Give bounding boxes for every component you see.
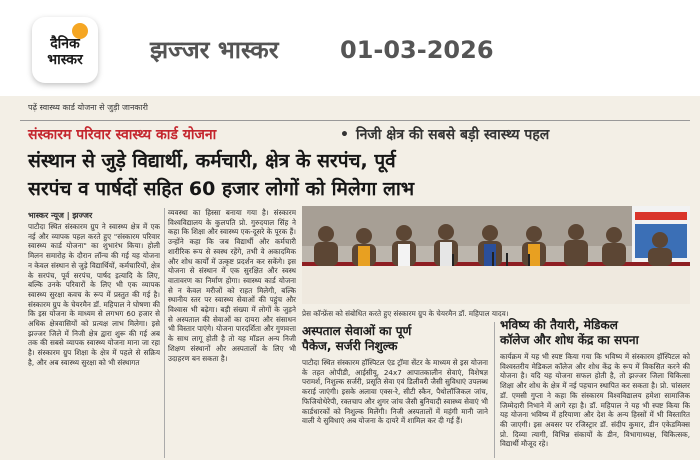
subheading-future-2: कॉलेज और शोध केंद्र का सपना — [500, 333, 639, 347]
press-conference-photo — [302, 206, 690, 304]
header-bar — [0, 0, 700, 96]
dainik-bhaskar-logo — [32, 17, 98, 83]
previous-article-fragment: पढ़ें स्वास्थ्य कार्ड योजना से जुड़ी जानकारी — [28, 103, 148, 112]
photo-caption: प्रेस कॉन्फ्रेंस को संबोधित करते हुए संस्कारम ग्रुप के चेयरमैन डॉ. महिपाल यादव। — [302, 309, 509, 318]
article-column-1: पाटौदा स्थित संस्कारम ग्रुप ने स्वास्थ्य क्षेत्र में एक नई और व्यापक पहल करते हुए "संस्कारम परिवार स्वास्थ्य कार्ड योजना" का शुभारंभ किया। होली मिलन समारोह के दौरान लॉन्च की गई यह योजना न केवल संस्थान से जुड़े विद्यार्थियों, कर्मचारियों, क्षेत्र के सरपंच, पूर्व सरपंच, पार्षद इत्यादि के लिए, बल्कि उनके परिवारों के लिए भी एक व्यापक स्वास्थ्य सुरक्षा कवच के रूप में प्रस्तुत की गई है। संस्कारम ग्रुप के चेयरमैन डॉ. महिपाल ने घोषणा की कि इस योजना के माध्यम से लगभग 60 हजार से अधिक क्षेत्रवासियों को प्रत्यक्ष लाभ मिलेगा। इसे झज्जर जिले में निजी क्षेत्र द्वारा शुरू की गई अब तक की सबसे व्यापक स्वास्थ्य योजना माना जा रहा है। संस्कारम ग्रुप शिक्षा के क्षेत्र में पहले से सक्रिय है, और अब स्वास्थ्य सुरक्षा को भी संस्थागत — [28, 222, 160, 367]
article-column-2: व्यवस्था का हिस्सा बनाया गया है। संस्कारम विश्वविद्यालय के कुलपति प्रो. गुरुदयाल सिंह ने कहा कि शिक्षा और स्वास्थ्य एक-दूसरे के पूरक हैं। उन्होंने कहा कि जब विद्यार्थी और कर्मचारी शारीरिक रूप से स्वस्थ रहेंगे, तभी वे अकादमिक और शोध कार्यों में उत्कृष्ट प्रदर्शन कर सकेंगे। इस योजना से संस्थान में एक सुरक्षित और स्वस्थ वातावरण का निर्माण होगा। स्वास्थ्य कार्ड योजना से न केवल मरीजों को राहत मिलेगी, बल्कि स्थानीय स्तर पर स्वास्थ्य सेवाओं की पहुंच और विश्वास भी बढ़ेगा। बड़ी संख्या में लोगों के जुड़ने से अस्पताल की सेवाओं का दायरा और संसाधन भी विस्तार पाएंगे। योजना पारदर्शिता और गुणवत्ता के साथ लागू होती है तो यह मॉडल अन्य निजी शिक्षण संस्थानों और अस्पतालों के लिए भी उदाहरण बन सकता है। — [168, 208, 296, 363]
edition-date: 01-03-2026 — [340, 36, 494, 64]
column-divider — [494, 322, 495, 458]
article-column-3: पाटौदा स्थित संस्कारम हॉस्पिटल एंड ट्रॉमा सेंटर के माध्यम से इस योजना के तहत ओपीडी, आईसीयू, 24x7 आपातकालीन सेवाएं, विशेषज्ञ परामर्श, निशुल्क सर्जरी, प्रसूति सेवा एवं डिलीवरी जैसी सुविधाएं उपलब्ध कराई जाएंगी। इसके अलावा एक्स-रे, सीटी स्कैन, पैथोलॉजिकल जांच, फिजियोथेरेपी, रक्तचाप और शुगर जांच जैसी बुनियादी स्वास्थ्य सेवाएं भी कार्डधारकों को निशुल्क मिलेंगी। निजी अस्पतालों में महंगी मानी जाने वाली ये सुविधाएं अब योजना के दायरे में शामिल कर दी गई हैं। — [302, 358, 488, 426]
column-divider — [164, 208, 165, 458]
subheading-hospital-1: अस्पताल सेवाओं का पूर्ण — [302, 324, 412, 338]
edition-title: झज्जर भास्कर — [150, 36, 279, 64]
subheading-hospital-2: पैकेज, सर्जरी निशुल्क — [302, 339, 398, 353]
kicker-bullet: • — [340, 127, 349, 143]
newspaper-clipping — [0, 96, 700, 460]
logo-text-line2: भास्कर — [47, 52, 83, 68]
divider — [20, 120, 690, 121]
article-kicker: संस्कारम परिवार स्वास्थ्य कार्ड योजना — [28, 127, 217, 143]
byline: भास्कर न्यूज | झज्जर — [28, 211, 93, 220]
article-column-4: कार्यक्रम में यह भी स्पष्ट किया गया कि भविष्य में संस्कारम हॉस्पिटल को विश्वस्तरीय मेडिकल कॉलेज और शोध केंद्र के रूप में विकसित करने की योजना है। यदि यह योजना सफल होती है, तो झज्जर जिला चिकित्सा शिक्षा और शोध के क्षेत्र में नई पहचान स्थापित कर सकता है। प्रो. चांसलर डॉ. एमसी गुप्ता ने कहा कि संस्कारम विश्वविद्यालय हमेशा सामाजिक जिम्मेदारी निभाने में आगे रहा है। डॉ. महिपाल ने यह भी स्पष्ट किया कि यह योजना भविष्य में हरियाणा और देश के अन्य हिस्सों में भी विस्तारित की जाएगी। इस अवसर पर रजिस्ट्रार डॉ. संदीप कुमार, डीन एकेडमिक्स प्रो. दिव्या त्यागी, विभिन्न संकायों के डीन, विभागाध्यक्ष, चिकित्सक, विद्यार्थी मौजूद रहे। — [500, 352, 690, 449]
logo-text-line1: दैनिक — [50, 36, 80, 52]
article-subkicker: निजी क्षेत्र की सबसे बड़ी स्वास्थ्य पहल — [356, 127, 550, 143]
headline-line1: संस्थान से जुड़े विद्यार्थी, कर्मचारी, क्षेत्र के सरपंच, पूर्व — [28, 150, 396, 172]
headline-line2: सरपंच व पार्षदों सहित 60 हजार लोगों को मिलेगा लाभ — [28, 178, 415, 200]
subheading-future-1: भविष्य की तैयारी, मेडिकल — [500, 318, 618, 332]
